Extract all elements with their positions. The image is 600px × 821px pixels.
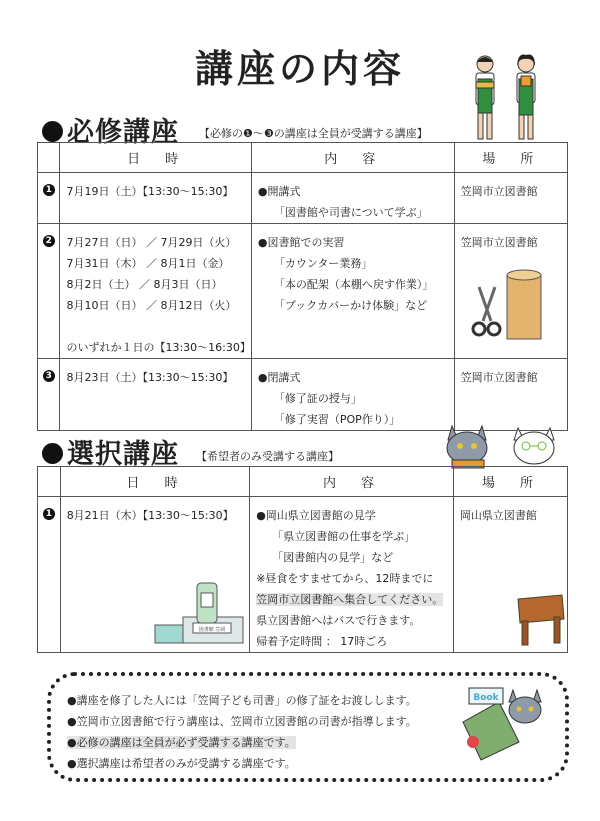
content-line: 「修了証の授与」 xyxy=(273,392,362,405)
scanner-label: 図書館 笠岡 xyxy=(198,627,225,633)
librarians-illustration xyxy=(468,52,550,148)
required-table xyxy=(37,142,568,431)
book-cover-roll-illustration xyxy=(469,269,549,347)
bullet-icon xyxy=(42,443,63,464)
table-row xyxy=(38,173,568,224)
note-line: ●必修の講座は全員が必ず受講する講座です。 xyxy=(67,736,296,749)
table-header-row xyxy=(38,143,568,173)
date-line xyxy=(66,316,250,337)
date-line: 7月19日（土）【13:30～15:30】 xyxy=(66,185,234,198)
place-text: 笠岡市立図書館 xyxy=(460,185,538,198)
header-datetime: 日 時 xyxy=(60,467,250,497)
table-row xyxy=(38,224,568,359)
content-line: 「図書館や司書について学ぶ」 xyxy=(273,206,428,219)
book-scanner-illustration xyxy=(153,577,249,647)
date-line: 7月31日（木） ／ 8月1日（金） xyxy=(66,257,230,270)
date-line: のいずれか１日の【13:30～16:30】 xyxy=(66,341,251,354)
content-line: 県立図書館へはバスで行きます。 xyxy=(256,614,421,627)
date-line: 8月23日（土）【13:30～15:30】 xyxy=(66,371,234,384)
bookcase-illustration xyxy=(514,591,568,647)
table-row xyxy=(38,497,568,653)
place-text: 笠岡市立図書館 xyxy=(460,236,538,249)
content-line: 帰着予定時間 ： 17時ごろ xyxy=(256,635,388,648)
place-text: 笠岡市立図書館 xyxy=(460,371,538,384)
content-line: ●岡山県立図書館の見学 xyxy=(256,509,376,522)
elective-note: 【希望者のみ受講する講座】 xyxy=(196,450,339,463)
row-number-badge: 3 xyxy=(43,370,55,382)
elective-table xyxy=(37,466,568,653)
header-place: 場 所 xyxy=(454,143,567,173)
content-line: 「修了実習（POP作り）」 xyxy=(273,413,401,426)
elective-heading: 選択講座 xyxy=(42,432,179,471)
row-number-badge: 1 xyxy=(43,508,55,520)
cat-with-book-illustration xyxy=(459,682,545,762)
note-line: ●講座を修了した人には「笠岡子ども司書」の修了証をお渡しします。 xyxy=(67,694,417,707)
content-line: ●開講式 xyxy=(257,185,301,198)
content-line: ●閉講式 xyxy=(257,371,301,384)
content-line: ●図書館での実習 xyxy=(257,236,345,249)
bullet-icon xyxy=(42,121,63,142)
book-label: Book xyxy=(473,693,499,703)
content-line: 「カウンター業務」 xyxy=(273,257,373,270)
required-heading: 必修講座 xyxy=(42,110,179,149)
date-line: 8月10日（日） ／ 8月12日（火） xyxy=(66,299,237,312)
header-place: 場 所 xyxy=(453,467,567,497)
content-line: 笠岡市立図書館へ集合してください。 xyxy=(256,593,444,606)
date-line: 7月27日（日） ／ 7月29日（火） xyxy=(66,236,237,249)
date-line: 8月2日（土） ／ 8月3日（日） xyxy=(66,278,223,291)
note-line: ●選択講座は希望者のみが受講する講座です。 xyxy=(67,757,296,770)
content-line: 「本の配架（本棚へ戻す作業）」 xyxy=(273,278,434,291)
content-line: 「ブックカバーかけ体験」など xyxy=(273,299,428,312)
notes-box xyxy=(47,672,569,782)
row-number-badge: 1 xyxy=(43,184,55,196)
place-text: 岡山県立図書館 xyxy=(459,509,537,522)
table-header-row xyxy=(38,467,568,497)
content-line: ※昼食をすませてから、12時までに xyxy=(256,572,434,585)
content-line: 「図書館内の見学」など xyxy=(272,551,394,564)
header-content: 内 容 xyxy=(251,143,454,173)
required-note: 【必修の❶～❸の講座は全員が受講する講座】 xyxy=(199,127,428,140)
note-line: ●笠岡市立図書館で行う講座は、笠岡市立図書館の司書が指導します。 xyxy=(67,715,417,728)
content-line: 「県立図書館の仕事を学ぶ」 xyxy=(272,530,416,543)
header-content: 内 容 xyxy=(250,467,454,497)
header-datetime: 日 時 xyxy=(60,143,251,173)
cats-illustration xyxy=(438,418,568,470)
row-number-badge: 2 xyxy=(43,235,55,247)
page-title: 講座の内容 xyxy=(194,47,405,91)
date-line: 8月21日（木）【13:30～15:30】 xyxy=(66,509,234,522)
